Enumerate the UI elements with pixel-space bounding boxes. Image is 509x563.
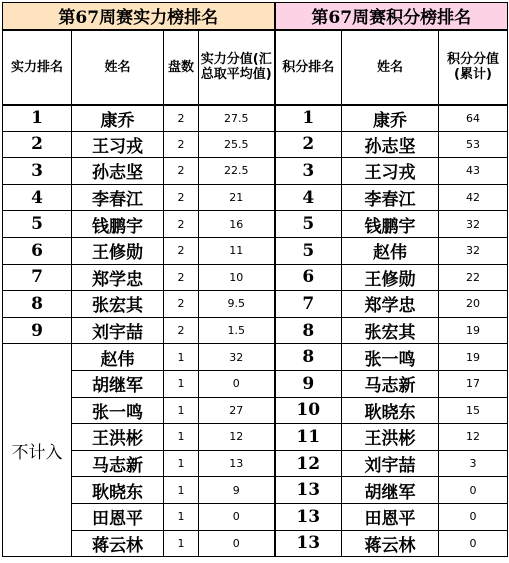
table-row (3, 477, 508, 504)
points-rank-cell: 13 (275, 503, 342, 530)
strength-rank-cell: 1 (3, 105, 72, 132)
games-cell: 1 (164, 530, 199, 557)
games-cell: 1 (164, 370, 199, 397)
points-score-cell: 42 (439, 184, 508, 211)
games-cell: 1 (164, 397, 199, 424)
table-row (3, 264, 508, 291)
games-cell: 2 (164, 291, 199, 318)
games-cell: 2 (164, 237, 199, 264)
table-row (3, 344, 508, 371)
header-strength-score: 实力分值(汇总取平均值) (199, 30, 275, 105)
strength-rank-cell: 3 (3, 158, 72, 185)
points-name-cell: 刘宇喆 (342, 450, 439, 477)
points-score-cell: 3 (439, 450, 508, 477)
games-cell: 1 (164, 477, 199, 504)
games-cell: 2 (164, 131, 199, 158)
strength-name-cell: 刘宇喆 (72, 317, 164, 344)
strength-score-cell: 9 (199, 477, 275, 504)
points-rank-cell: 6 (275, 264, 342, 291)
games-cell: 2 (164, 211, 199, 238)
strength-score-cell: 0 (199, 370, 275, 397)
points-name-cell: 蒋云林 (342, 530, 439, 557)
strength-rank-cell: 2 (3, 131, 72, 158)
points-rank-cell: 2 (275, 131, 342, 158)
points-score-cell: 19 (439, 317, 508, 344)
points-name-cell: 孙志坚 (342, 131, 439, 158)
points-rank-cell: 10 (275, 397, 342, 424)
strength-rank-cell: 8 (3, 291, 72, 318)
strength-score-cell: 16 (199, 211, 275, 238)
strength-name-cell: 李春江 (72, 184, 164, 211)
points-rank-cell: 9 (275, 370, 342, 397)
strength-rank-cell: 9 (3, 317, 72, 344)
points-rank-cell: 8 (275, 344, 342, 371)
strength-score-cell: 32 (199, 344, 275, 371)
strength-name-cell: 王习戎 (72, 131, 164, 158)
table-row (3, 450, 508, 477)
games-cell: 1 (164, 450, 199, 477)
points-name-cell: 耿晓东 (342, 397, 439, 424)
points-score-cell: 32 (439, 237, 508, 264)
points-name-cell: 王洪彬 (342, 424, 439, 451)
games-cell: 2 (164, 317, 199, 344)
excluded-name-cell: 马志新 (72, 450, 164, 477)
strength-score-cell: 10 (199, 264, 275, 291)
excluded-name-cell: 蒋云林 (72, 530, 164, 557)
strength-score-cell: 25.5 (199, 131, 275, 158)
strength-score-cell: 12 (199, 424, 275, 451)
strength-rank-cell: 4 (3, 184, 72, 211)
header-games: 盘数 (164, 30, 199, 105)
points-score-cell: 12 (439, 424, 508, 451)
table-row (3, 503, 508, 530)
points-score-cell: 22 (439, 264, 508, 291)
excluded-name-cell: 赵伟 (72, 344, 164, 371)
points-score-cell: 0 (439, 530, 508, 557)
points-name-cell: 康乔 (342, 105, 439, 132)
points-score-cell: 0 (439, 477, 508, 504)
excluded-name-cell: 胡继军 (72, 370, 164, 397)
points-rank-cell: 7 (275, 291, 342, 318)
points-score-cell: 19 (439, 344, 508, 371)
table-row (3, 158, 508, 185)
points-rank-cell: 5 (275, 211, 342, 238)
points-rank-cell: 1 (275, 105, 342, 132)
points-rank-cell: 3 (275, 158, 342, 185)
points-name-cell: 钱鹏宇 (342, 211, 439, 238)
table-row (3, 105, 508, 132)
excluded-label: 不计入 (3, 344, 72, 557)
games-cell: 2 (164, 184, 199, 211)
points-score-cell: 15 (439, 397, 508, 424)
points-name-cell: 李春江 (342, 184, 439, 211)
points-ranking-title: 第67周赛积分榜排名 (275, 3, 508, 30)
points-name-cell: 王修勋 (342, 264, 439, 291)
games-cell: 2 (164, 264, 199, 291)
strength-score-cell: 27.5 (199, 105, 275, 132)
table-row (3, 237, 508, 264)
header-strength-rank: 实力排名 (3, 30, 72, 105)
points-rank-cell: 5 (275, 237, 342, 264)
excluded-name-cell: 耿晓东 (72, 477, 164, 504)
strength-name-cell: 张宏其 (72, 291, 164, 318)
strength-rank-cell: 5 (3, 211, 72, 238)
table-row (3, 211, 508, 238)
points-name-cell: 郑学忠 (342, 291, 439, 318)
points-name-cell: 张一鸣 (342, 344, 439, 371)
points-name-cell: 胡继军 (342, 477, 439, 504)
points-name-cell: 赵伟 (342, 237, 439, 264)
points-rank-cell: 13 (275, 477, 342, 504)
games-cell: 1 (164, 503, 199, 530)
header-points-score: 积分分值(累计) (439, 30, 508, 105)
table-row (3, 370, 508, 397)
strength-score-cell: 13 (199, 450, 275, 477)
strength-score-cell: 11 (199, 237, 275, 264)
strength-score-cell: 0 (199, 530, 275, 557)
points-rank-cell: 11 (275, 424, 342, 451)
points-score-cell: 32 (439, 211, 508, 238)
strength-score-cell: 0 (199, 503, 275, 530)
points-name-cell: 张宏其 (342, 317, 439, 344)
table-row (3, 184, 508, 211)
points-score-cell: 43 (439, 158, 508, 185)
strength-score-cell: 9.5 (199, 291, 275, 318)
points-rank-cell: 8 (275, 317, 342, 344)
header-points-name: 姓名 (342, 30, 439, 105)
strength-score-cell: 22.5 (199, 158, 275, 185)
strength-name-cell: 王修勋 (72, 237, 164, 264)
table-row (3, 530, 508, 557)
strength-score-cell: 21 (199, 184, 275, 211)
table-row (3, 131, 508, 158)
points-rank-cell: 12 (275, 450, 342, 477)
strength-name-cell: 康乔 (72, 105, 164, 132)
games-cell: 1 (164, 424, 199, 451)
points-name-cell: 田恩平 (342, 503, 439, 530)
strength-name-cell: 钱鹏宇 (72, 211, 164, 238)
games-cell: 1 (164, 344, 199, 371)
ranking-table (2, 2, 508, 557)
points-rank-cell: 4 (275, 184, 342, 211)
table-row (3, 291, 508, 318)
excluded-name-cell: 田恩平 (72, 503, 164, 530)
points-score-cell: 53 (439, 131, 508, 158)
strength-name-cell: 郑学忠 (72, 264, 164, 291)
table-row (3, 424, 508, 451)
points-score-cell: 0 (439, 503, 508, 530)
excluded-name-cell: 张一鸣 (72, 397, 164, 424)
table-row (3, 317, 508, 344)
games-cell: 2 (164, 105, 199, 132)
points-score-cell: 17 (439, 370, 508, 397)
strength-name-cell: 孙志坚 (72, 158, 164, 185)
header-points-rank: 积分排名 (275, 30, 342, 105)
games-cell: 2 (164, 158, 199, 185)
points-name-cell: 王习戎 (342, 158, 439, 185)
excluded-name-cell: 王洪彬 (72, 424, 164, 451)
table-row (3, 397, 508, 424)
strength-rank-cell: 7 (3, 264, 72, 291)
points-score-cell: 64 (439, 105, 508, 132)
strength-score-cell: 1.5 (199, 317, 275, 344)
strength-ranking-title: 第67周赛实力榜排名 (3, 3, 275, 30)
points-rank-cell: 13 (275, 530, 342, 557)
strength-rank-cell: 6 (3, 237, 72, 264)
header-name: 姓名 (72, 30, 164, 105)
points-score-cell: 20 (439, 291, 508, 318)
strength-score-cell: 27 (199, 397, 275, 424)
points-name-cell: 马志新 (342, 370, 439, 397)
